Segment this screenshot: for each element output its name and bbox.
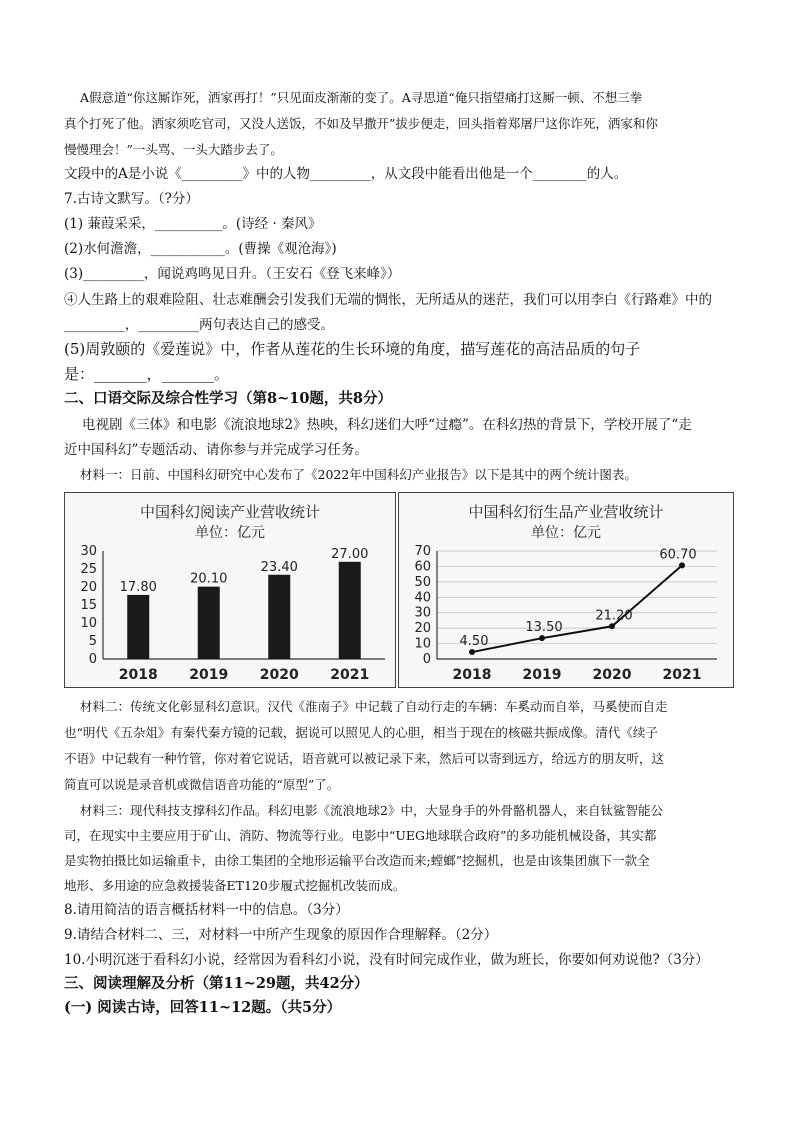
bar xyxy=(268,575,290,659)
x-tick-label: 2018 xyxy=(118,667,158,683)
x-tick-label: 2021 xyxy=(330,667,370,683)
question-line: 10.小明沉迷于看科幻小说，经常因为看科幻小说，没有时间完成作业，做为班长，你要如何劝说他?（3分） xyxy=(64,952,709,968)
x-tick-label: 2020 xyxy=(259,667,299,683)
y-tick-label: 60 xyxy=(414,559,431,575)
question-line: 是：_______，_______。 xyxy=(64,365,230,383)
intro-line: 电视剧《三体》和电影《流浪地球2》热映，科幻迷们大呼“过瘾”。在科幻热的背景下，学校开展了“走 xyxy=(82,417,692,433)
question-line: _________，_________两句表达自己的感受。 xyxy=(64,317,334,333)
line-chart-svg xyxy=(399,493,733,687)
question-line: (3)_________，闻说鸡鸣见日升。（王安石《登飞来峰》） xyxy=(64,266,401,282)
data-point xyxy=(609,623,615,629)
question-line: ④人生路上的艰难险阻、壮志难酬会引发我们无端的惆怅，无所适从的迷茫，我们可以用李白《行路难》中的 xyxy=(64,292,712,308)
bar xyxy=(339,562,361,659)
section-heading: 二、口语交际及综合性学习（第8~10题，共8分） xyxy=(64,390,393,407)
y-tick-label: 0 xyxy=(88,652,97,667)
x-tick-label: 2021 xyxy=(662,667,702,683)
question-heading: 7.古诗文默写。（?分） xyxy=(64,191,199,207)
material-line: 简直可以说是录音机或微信语音功能的“原型”了。 xyxy=(64,777,340,792)
y-tick-label: 30 xyxy=(414,605,431,621)
data-label: 23.40 xyxy=(260,559,298,575)
bar xyxy=(127,595,149,659)
series-line xyxy=(472,565,682,652)
data-label: 4.50 xyxy=(459,634,489,650)
material-line: 司，在现实中主要应用于矿山、消防、物流等行业。电影中“UEG地球联合政府”的多功能机械设备，其实都 xyxy=(64,828,657,843)
question-line: (5)周敦颐的《爱莲说》中，作者从莲花的生长环境的角度，描写莲花的高洁品质的句子 xyxy=(64,340,641,358)
x-tick-label: 2018 xyxy=(452,667,492,683)
question-line: 8.请用简洁的语言概括材料一中的信息。（3分） xyxy=(64,902,349,918)
material-line: 材料一：日前、中国科幻研究中心发布了《2022年中国科幻产业报告》以下是其中的两个统计图表。 xyxy=(80,467,637,482)
y-tick-label: 15 xyxy=(80,598,97,613)
bar xyxy=(198,587,220,659)
subsection-heading: (一) 阅读古诗，回答11~12题。（共5分） xyxy=(64,999,342,1016)
material-line: 不语》中记载有一种竹管，你对着它说话，语音就可以被记录下来，然后可以寄到远方，给远方的朋友听，这 xyxy=(64,751,665,766)
bar-chart-svg xyxy=(65,493,395,687)
data-point xyxy=(539,635,545,641)
material-line: 地形、多用途的应急救援装备ET120步履式挖掘机改装而成。 xyxy=(64,878,406,893)
x-tick-label: 2020 xyxy=(592,667,632,683)
x-tick-label: 2019 xyxy=(522,667,562,683)
passage-line: A假意道“你这厮诈死，洒家再打！”只见面皮渐渐的变了。A寻思道“俺只指望痛打这厮一顿、不想三拳 xyxy=(80,90,643,105)
y-tick-label: 0 xyxy=(422,652,431,667)
material-line: 材料二：传统文化彰显科幻意识。汉代《淮南子》中记载了自动行走的车辆：车奚动而自举，马奚使而自走 xyxy=(80,699,668,714)
section-heading: 三、阅读理解及分析（第11~29题，共42分） xyxy=(64,975,369,992)
data-label: 20.10 xyxy=(190,571,228,587)
passage-line: 慢慢理会！”一头骂、一头大踏步去了。 xyxy=(64,142,283,157)
chart-title: 中国科幻阅读产业营收统计 xyxy=(139,503,321,521)
derivative-revenue-chart xyxy=(398,492,734,688)
y-tick-label: 30 xyxy=(80,544,97,559)
reading-revenue-chart xyxy=(64,492,396,688)
chart-subtitle: 单位：亿元 xyxy=(195,525,265,541)
chart-subtitle: 单位：亿元 xyxy=(531,525,601,541)
y-tick-label: 70 xyxy=(414,544,431,559)
material-line: 材料三：现代科技支撑科幻作品。科幻电影《流浪地球2》中，大显身手的外骨骼机器人，来自钛鲨智能公 xyxy=(80,803,663,818)
data-label: 17.80 xyxy=(119,579,157,595)
y-tick-label: 20 xyxy=(414,621,431,637)
passage-line: 真个打死了他。洒家须吃官司，又没人送饭，不如及早撒开”拔步便走，回头指着郑屠尸这你诈死，洒家和你 xyxy=(64,116,658,131)
data-point xyxy=(679,562,685,568)
data-label: 13.50 xyxy=(525,620,563,636)
intro-line: 近中国科幻”专题活动、请你参与并完成学习任务。 xyxy=(64,442,368,458)
y-tick-label: 5 xyxy=(88,634,97,649)
y-tick-label: 20 xyxy=(80,580,97,595)
question-line: 9.请结合材料二、三，对材料一中所产生现象的原因作合理解释。（2分） xyxy=(64,927,498,943)
y-tick-label: 50 xyxy=(414,574,431,590)
data-label: 21.20 xyxy=(595,608,633,624)
data-label: 27.00 xyxy=(331,546,369,562)
data-label: 60.70 xyxy=(659,547,697,563)
question-line: 文段中的A是小说《_________》中的人物_________，从文段中能看出他是一个________的人。 xyxy=(64,166,628,182)
data-point xyxy=(469,649,475,655)
question-line: (1) 蒹葭采采，__________。(诗经 · 秦风》 xyxy=(64,216,322,232)
y-tick-label: 25 xyxy=(80,562,97,577)
y-tick-label: 10 xyxy=(414,636,431,652)
y-tick-label: 40 xyxy=(414,590,431,606)
x-tick-label: 2019 xyxy=(189,667,229,683)
material-line: 是实物拍摄比如运输重卡，由徐工集团的全地形运输平台改造而来;螳螂”挖掘机，也是由该集团旗下一款全 xyxy=(64,853,650,868)
question-line: (2)水何澹澹，___________。(曹操《观沧海》) xyxy=(64,241,337,257)
y-tick-label: 10 xyxy=(80,616,97,631)
material-line: 也“明代《五杂俎》有秦代秦方镜的记载，据说可以照见人的心胆，相当于现在的核磁共振成像。清代《续子 xyxy=(64,725,658,740)
chart-title: 中国科幻衍生品产业营收统计 xyxy=(468,503,664,521)
